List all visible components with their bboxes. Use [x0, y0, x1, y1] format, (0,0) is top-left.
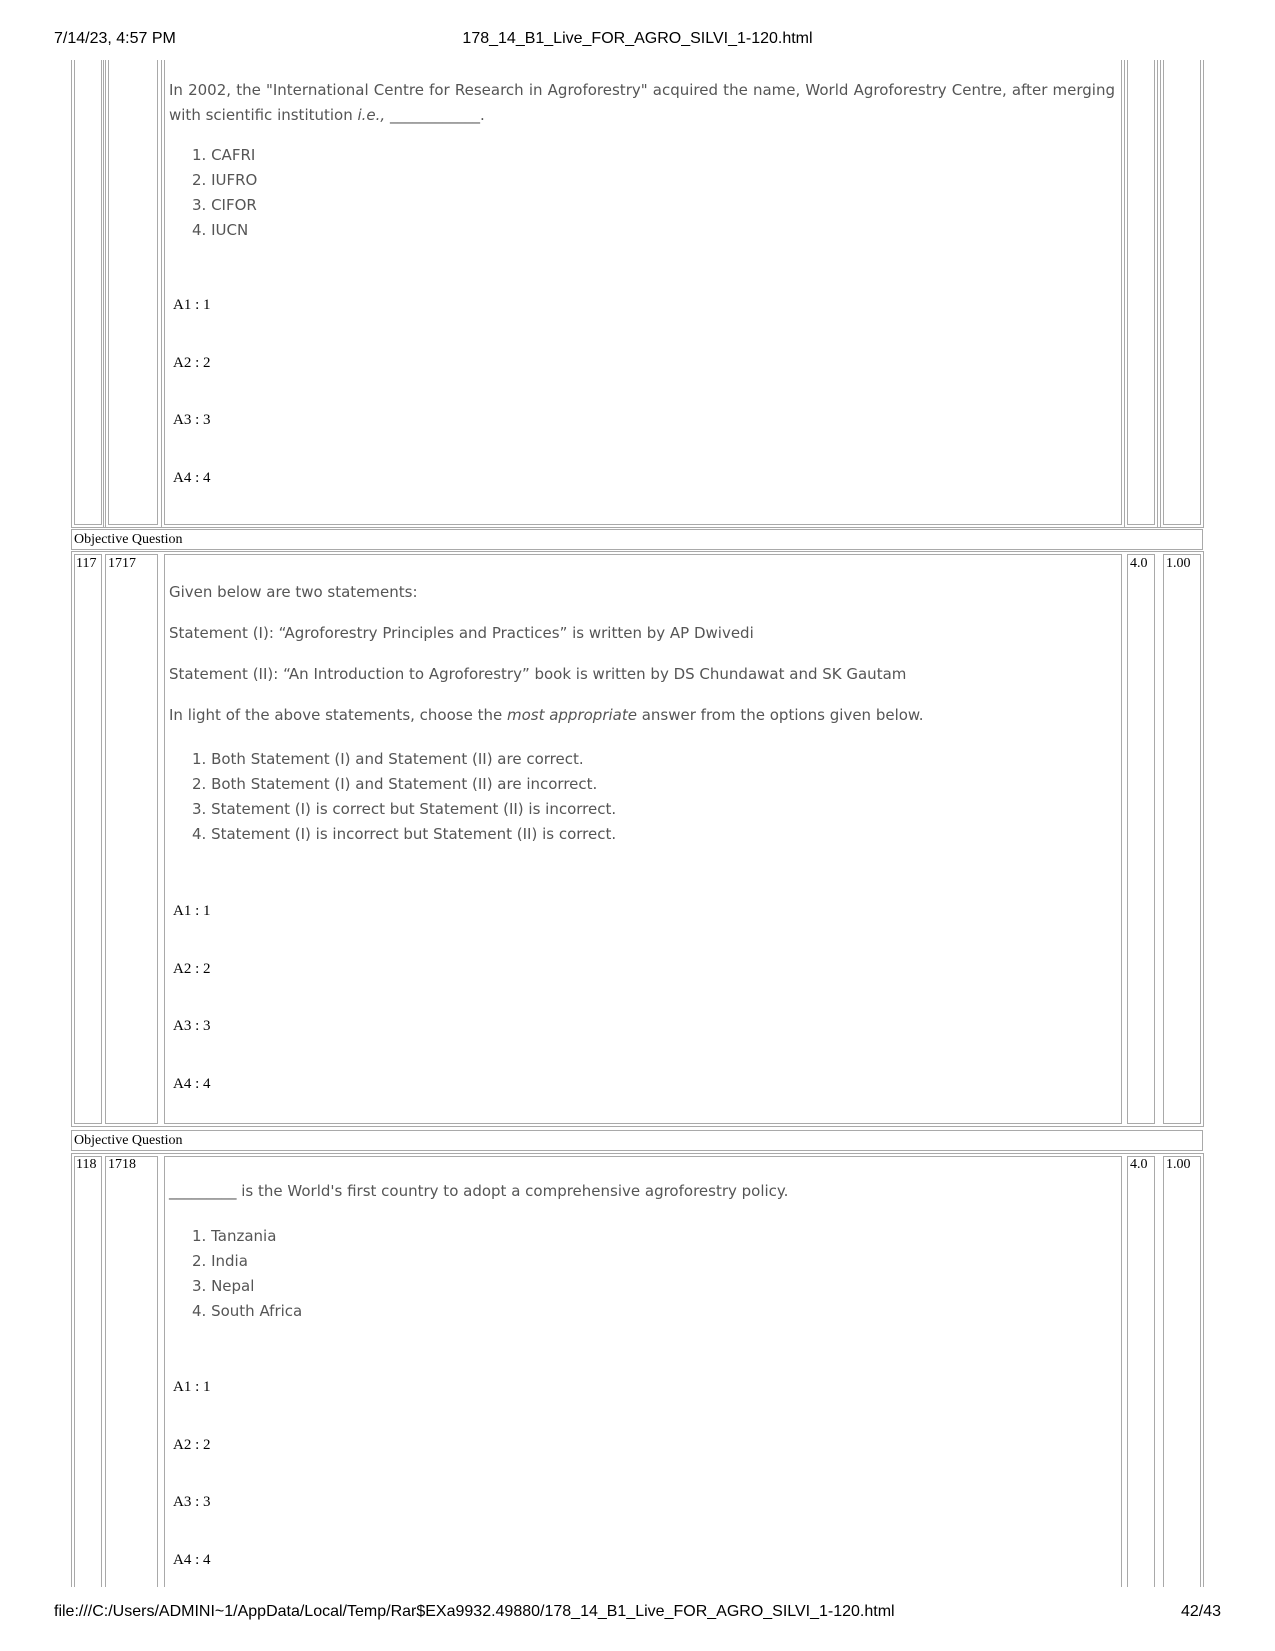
intro-line: Given below are two statements:	[169, 583, 418, 601]
answer-a1: A1 : 1	[173, 903, 211, 919]
serial-number: 117	[76, 556, 97, 571]
question-117-options	[192, 747, 616, 847]
negative-marks: 1.00	[1166, 1157, 1191, 1172]
option-item: 2. IUFRO	[192, 171, 258, 189]
instruction-line: In light of the above statements, choose the most appropriate answer from the options given below.	[169, 706, 924, 724]
page-number: 42/43	[1180, 1603, 1221, 1620]
option-item: 4. Statement (I) is incorrect but Statement (II) is correct.	[192, 825, 617, 843]
serial-number: 118	[76, 1157, 97, 1172]
option-item: 3. Nepal	[192, 1277, 255, 1295]
answer-a1: A1 : 1	[173, 297, 211, 313]
marks: 4.0	[1130, 1157, 1148, 1172]
answer-a3: A3 : 3	[173, 1494, 211, 1510]
statement-2: Statement (II): “An Introduction to Agroforestry” book is written by DS Chundawat and SK Gautam	[169, 665, 907, 683]
answer-a2: A2 : 2	[173, 355, 211, 371]
question-118-content-cell	[164, 1156, 1122, 1587]
answer-a2: A2 : 2	[173, 961, 211, 977]
statement-1: Statement (I): “Agroforestry Principles and Practices” is written by AP Dwivedi	[169, 624, 754, 642]
question-type-label: Objective Question	[71, 1130, 1203, 1151]
answer-a4: A4 : 4	[173, 1552, 211, 1568]
file-path: file:///C:/Users/ADMINI~1/AppData/Local/Temp/Rar$EXa9932.49880/178_14_B1_Live_FOR_AGRO_SILVI_1-120.html	[54, 1603, 895, 1620]
question-117-text	[169, 580, 1115, 728]
document-title: 178_14_B1_Live_FOR_AGRO_SILVI_1-120.html	[462, 30, 813, 47]
option-item: 3. Statement (I) is correct but Statement (II) is incorrect.	[192, 800, 617, 818]
option-item: 3. CIFOR	[192, 196, 257, 214]
negative-marks: 1.00	[1166, 556, 1191, 571]
answer-a1: A1 : 1	[173, 1379, 211, 1395]
option-item: 1. CAFRI	[192, 146, 256, 164]
answer-a4: A4 : 4	[173, 1076, 211, 1092]
option-item: 4. South Africa	[192, 1302, 303, 1320]
option-item: 2. Both Statement (I) and Statement (II) are incorrect.	[192, 775, 598, 793]
answer-a2: A2 : 2	[173, 1437, 211, 1453]
answer-a3: A3 : 3	[173, 412, 211, 428]
question-id: 1718	[108, 1157, 136, 1172]
question-id: 1717	[108, 556, 136, 571]
print-datetime: 7/14/23, 4:57 PM	[54, 30, 176, 47]
option-item: 1. Tanzania	[192, 1227, 277, 1245]
option-item: 4. IUCN	[192, 221, 249, 239]
question-118-text: _________ is the World's first country to adopt a comprehensive agroforestry policy.	[169, 1182, 789, 1200]
answer-a4: A4 : 4	[173, 470, 211, 486]
option-item: 2. India	[192, 1252, 248, 1270]
option-item: 1. Both Statement (I) and Statement (II) are correct.	[192, 750, 584, 768]
question-118-options	[192, 1224, 302, 1324]
question-116-content-cell	[164, 60, 1122, 525]
marks: 4.0	[1130, 556, 1148, 571]
question-116-text: In 2002, the "International Centre for Research in Agroforestry" acquired the name, World Agroforestry Centre, after merging with scientific institution i.e., ____________.	[169, 81, 1115, 124]
answer-a3: A3 : 3	[173, 1018, 211, 1034]
question-116-options	[192, 143, 257, 243]
question-type-label: Objective Question	[71, 529, 1203, 550]
